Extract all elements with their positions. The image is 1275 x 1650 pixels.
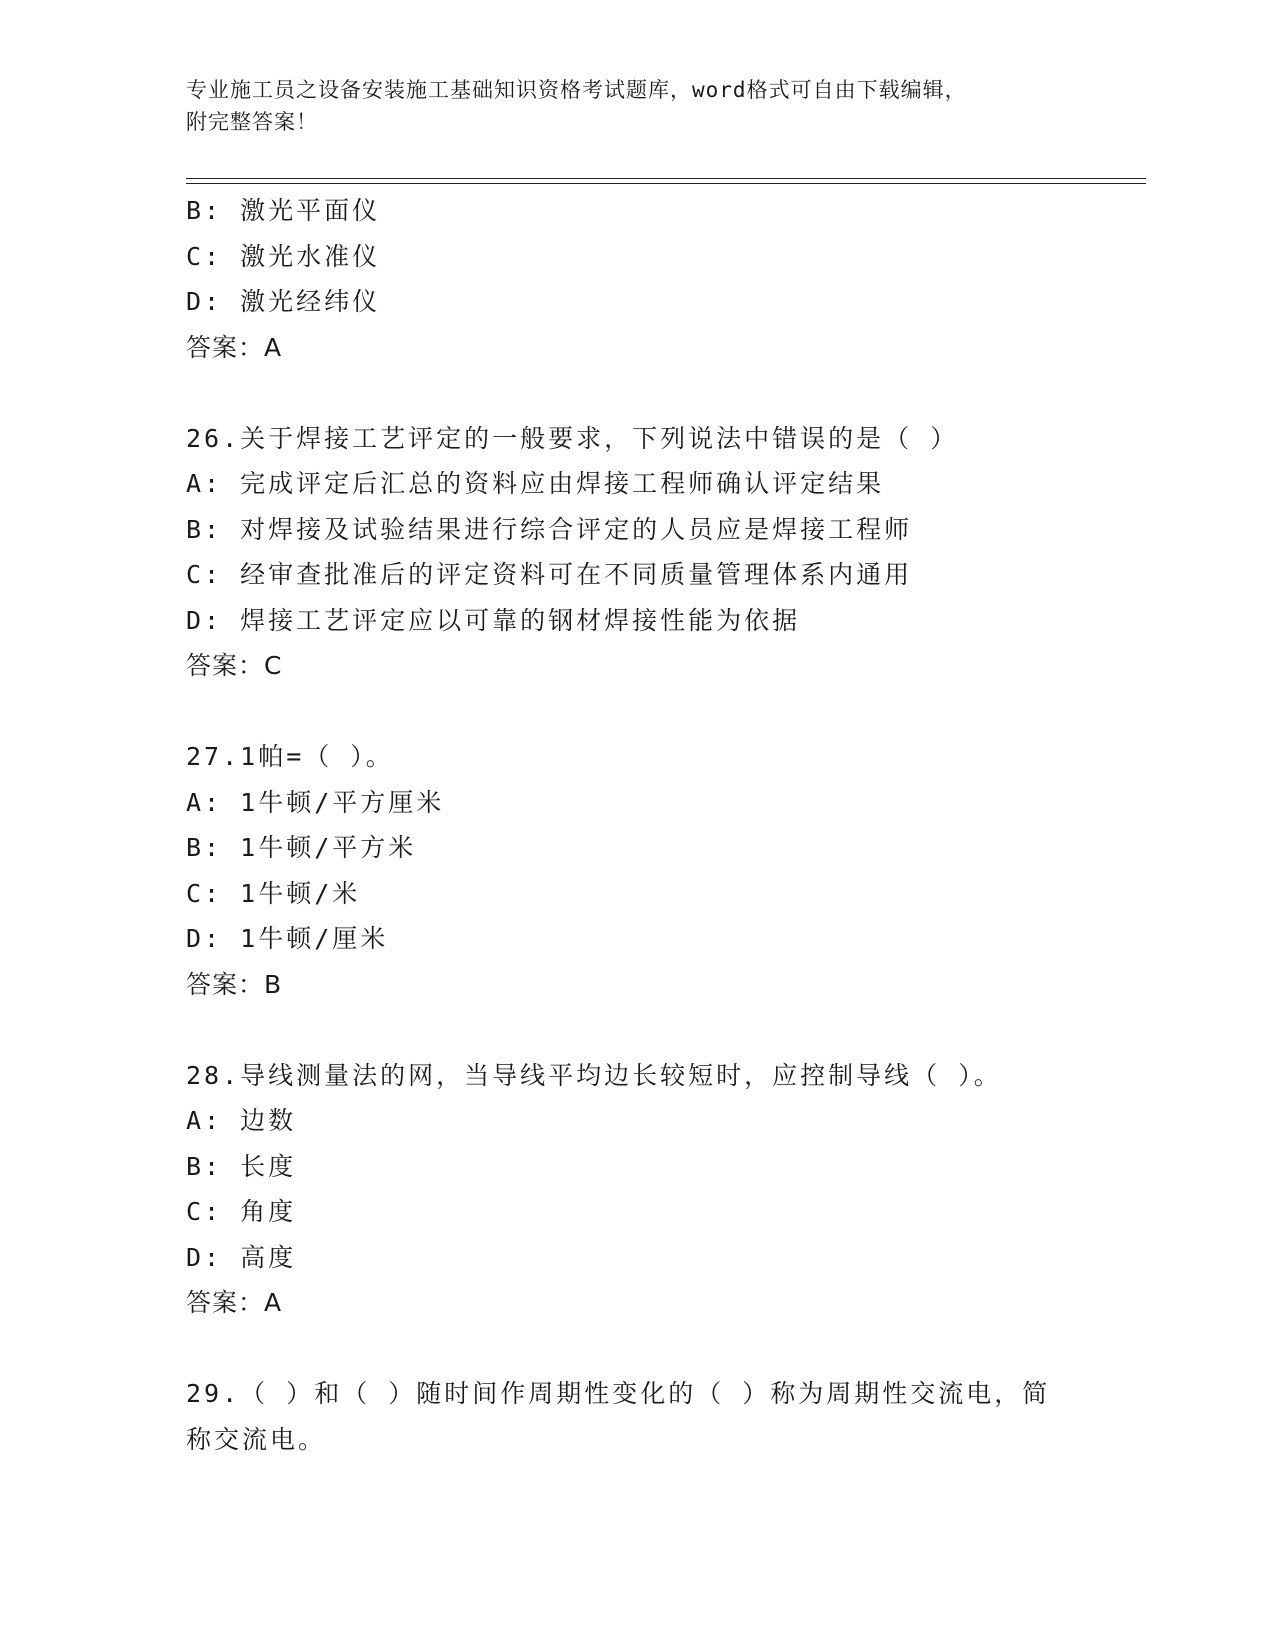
question-25 xyxy=(186,188,1146,370)
answer: 答案：A xyxy=(186,332,283,362)
question-text-line-2: 称交流电。 xyxy=(186,1424,327,1454)
answer: 答案：C xyxy=(186,651,283,680)
question-text-line-1: 29.（ ）和（ ）随时间作周期性变化的（ ）称为周期性交流电，简 xyxy=(186,1379,1051,1408)
question-27 xyxy=(186,734,1146,1007)
option-b: B: 激光平面仪 xyxy=(186,196,381,225)
option-b: B: 1牛顿/平方米 xyxy=(186,833,417,862)
answer: 答案：B xyxy=(186,969,283,999)
answer: 答案：A xyxy=(186,1288,283,1317)
page-header xyxy=(186,74,1146,138)
question-text: 26.关于焊接工艺评定的一般要求，下列说法中错误的是（ ） xyxy=(186,423,959,453)
option-d: D: 1牛顿/厘米 xyxy=(186,924,389,953)
option-a: A: 1牛顿/平方厘米 xyxy=(186,787,445,817)
option-c: C: 激光水准仪 xyxy=(186,241,381,271)
option-d: D: 激光经纬仪 xyxy=(186,287,381,316)
option-c: C: 1牛顿/米 xyxy=(186,878,361,908)
option-c: C: 经审查批准后的评定资料可在不同质量管理体系内通用 xyxy=(186,560,913,589)
option-c: C: 角度 xyxy=(186,1197,297,1226)
option-a: A: 边数 xyxy=(186,1106,297,1135)
question-29 xyxy=(186,1371,1146,1462)
option-b: B: 长度 xyxy=(186,1151,297,1181)
option-d: D: 焊接工艺评定应以可靠的钢材焊接性能为依据 xyxy=(186,605,801,635)
question-28 xyxy=(186,1053,1146,1326)
question-text: 28.导线测量法的网，当导线平均边长较短时，应控制导线（ ）。 xyxy=(186,1060,1002,1090)
question-text: 27.1帕=（ ）。 xyxy=(186,742,394,771)
option-d: D: 高度 xyxy=(186,1242,297,1272)
option-a: A: 完成评定后汇总的资料应由焊接工程师确认评定结果 xyxy=(186,469,885,498)
header-line-2: 附完整答案！ xyxy=(186,110,318,134)
option-b: B: 对焊接及试验结果进行综合评定的人员应是焊接工程师 xyxy=(186,514,913,544)
question-26 xyxy=(186,416,1146,689)
header-line-1: 专业施工员之设备安装施工基础知识资格考试题库，word格式可自由下载编辑， xyxy=(186,78,967,102)
header-rule xyxy=(186,178,1146,184)
question-list xyxy=(186,188,1146,1462)
